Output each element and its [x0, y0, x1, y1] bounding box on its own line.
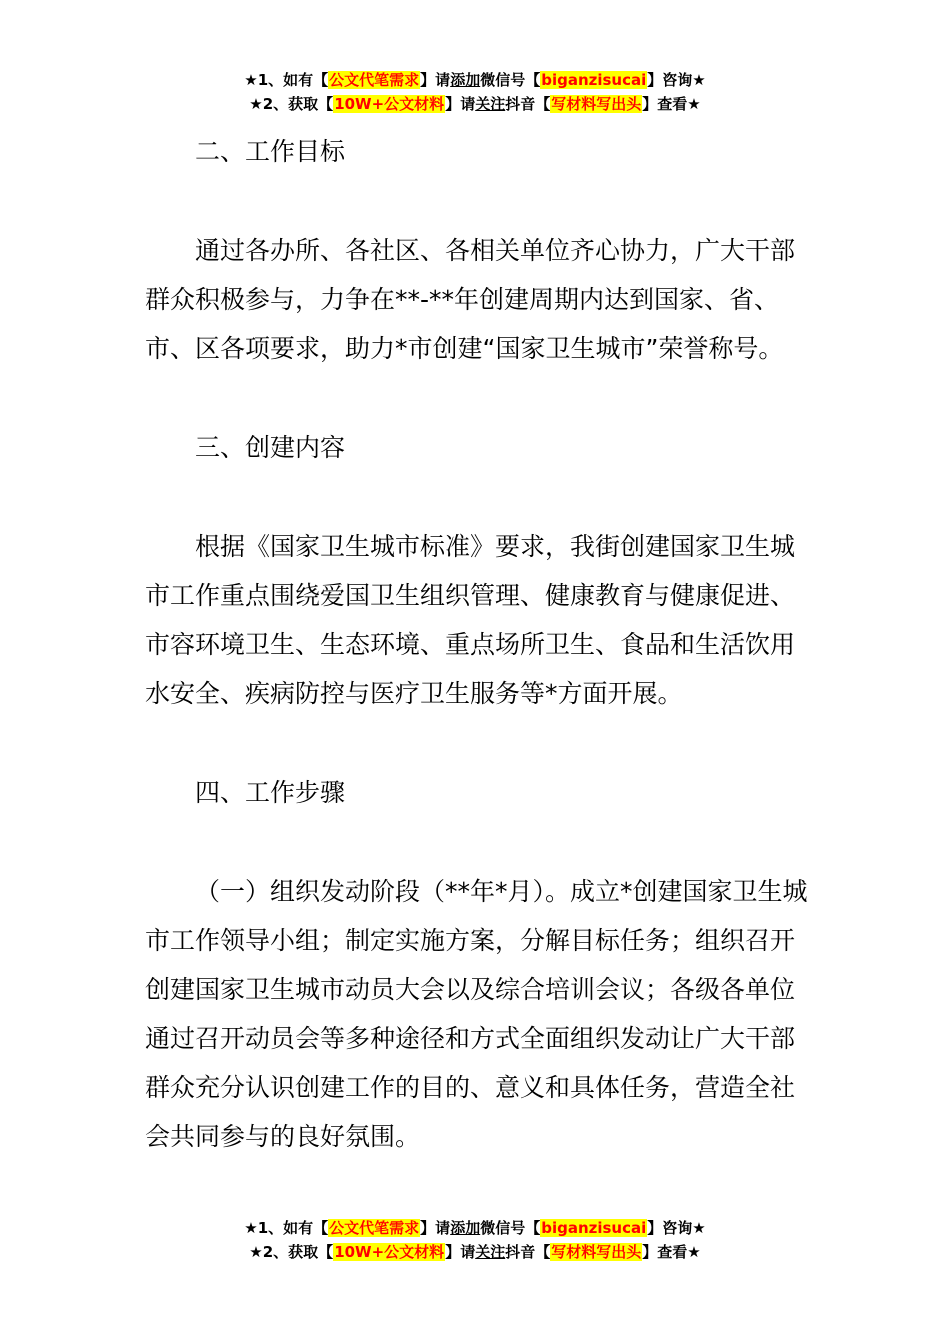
paragraph-goals: 通过各办所、各社区、各相关单位齐心协力，广大干部群众积极参与，力争在**-**年创建周期内达到国家、省、市、区各项要求，助力*市创建“国家卫生城市”荣誉称号。 — [145, 236, 796, 363]
banner-line-2 — [0, 1240, 950, 1264]
banner-line-1 — [0, 68, 950, 92]
banner-underlined: 添加 — [450, 1219, 481, 1237]
paragraph-steps: （一）组织发动阶段（**年*月）。成立*创建国家卫生城市工作领导小组；制定实施方案，分解目标任务；组织召开创建国家卫生城市动员大会以及综合培训会议；各级各单位通过召开动员会等多种途径和方式全面组织发动让广大干部群众充分认识创建工作的目的、意义和具体任务，营造全社会共同参与的良好氛围。 — [145, 877, 808, 1151]
banner-text: 微信号【 — [480, 1219, 541, 1237]
banner-underlined: 添加 — [450, 71, 481, 89]
banner-text: 】咨询★ — [647, 71, 706, 89]
document-body — [145, 127, 815, 1161]
banner-line-1 — [0, 1216, 950, 1240]
banner-text: ★1、如有【 — [244, 1219, 329, 1237]
banner-highlight: 10W+公文材料 — [334, 1243, 445, 1261]
banner-text: 】咨询★ — [647, 1219, 706, 1237]
banner-highlight: biganzisucai — [541, 1219, 647, 1237]
banner-highlight: 10W+公文材料 — [334, 95, 445, 113]
banner-line-2 — [0, 92, 950, 116]
banner-text: 】请 — [445, 1243, 476, 1261]
banner-highlight: 公文代笔需求 — [329, 71, 420, 89]
banner-text: ★2、获取【 — [249, 95, 334, 113]
banner-underlined: 关注 — [475, 95, 506, 113]
banner-highlight: 公文代笔需求 — [329, 1219, 420, 1237]
banner-text: 抖音【 — [505, 95, 551, 113]
banner-text: 微信号【 — [480, 71, 541, 89]
banner-underlined: 关注 — [475, 1243, 506, 1261]
banner-text: 】请 — [420, 1219, 451, 1237]
section-heading-4: 四、工作步骤 — [195, 778, 346, 807]
banner-text: ★2、获取【 — [249, 1243, 334, 1261]
header-banner — [0, 68, 950, 116]
section-heading-3: 三、创建内容 — [195, 433, 346, 462]
banner-highlight: 写材料写出头 — [551, 95, 642, 113]
banner-highlight: 写材料写出头 — [551, 1243, 642, 1261]
banner-text: ★1、如有【 — [244, 71, 329, 89]
section-heading-2: 二、工作目标 — [195, 137, 346, 166]
banner-text: 】查看★ — [642, 1243, 701, 1261]
banner-text: 抖音【 — [505, 1243, 551, 1261]
paragraph-content: 根据《国家卫生城市标准》要求，我街创建国家卫生城市工作重点围绕爱国卫生组织管理、健康教育与健康促进、市容环境卫生、生态环境、重点场所卫生、食品和生活饮用水安全、疾病防控与医疗卫生服务等*方面开展。 — [145, 532, 796, 708]
banner-highlight: biganzisucai — [541, 71, 647, 89]
banner-text: 】请 — [445, 95, 476, 113]
banner-text: 】请 — [420, 71, 451, 89]
banner-text: 】查看★ — [642, 95, 701, 113]
footer-banner — [0, 1216, 950, 1264]
